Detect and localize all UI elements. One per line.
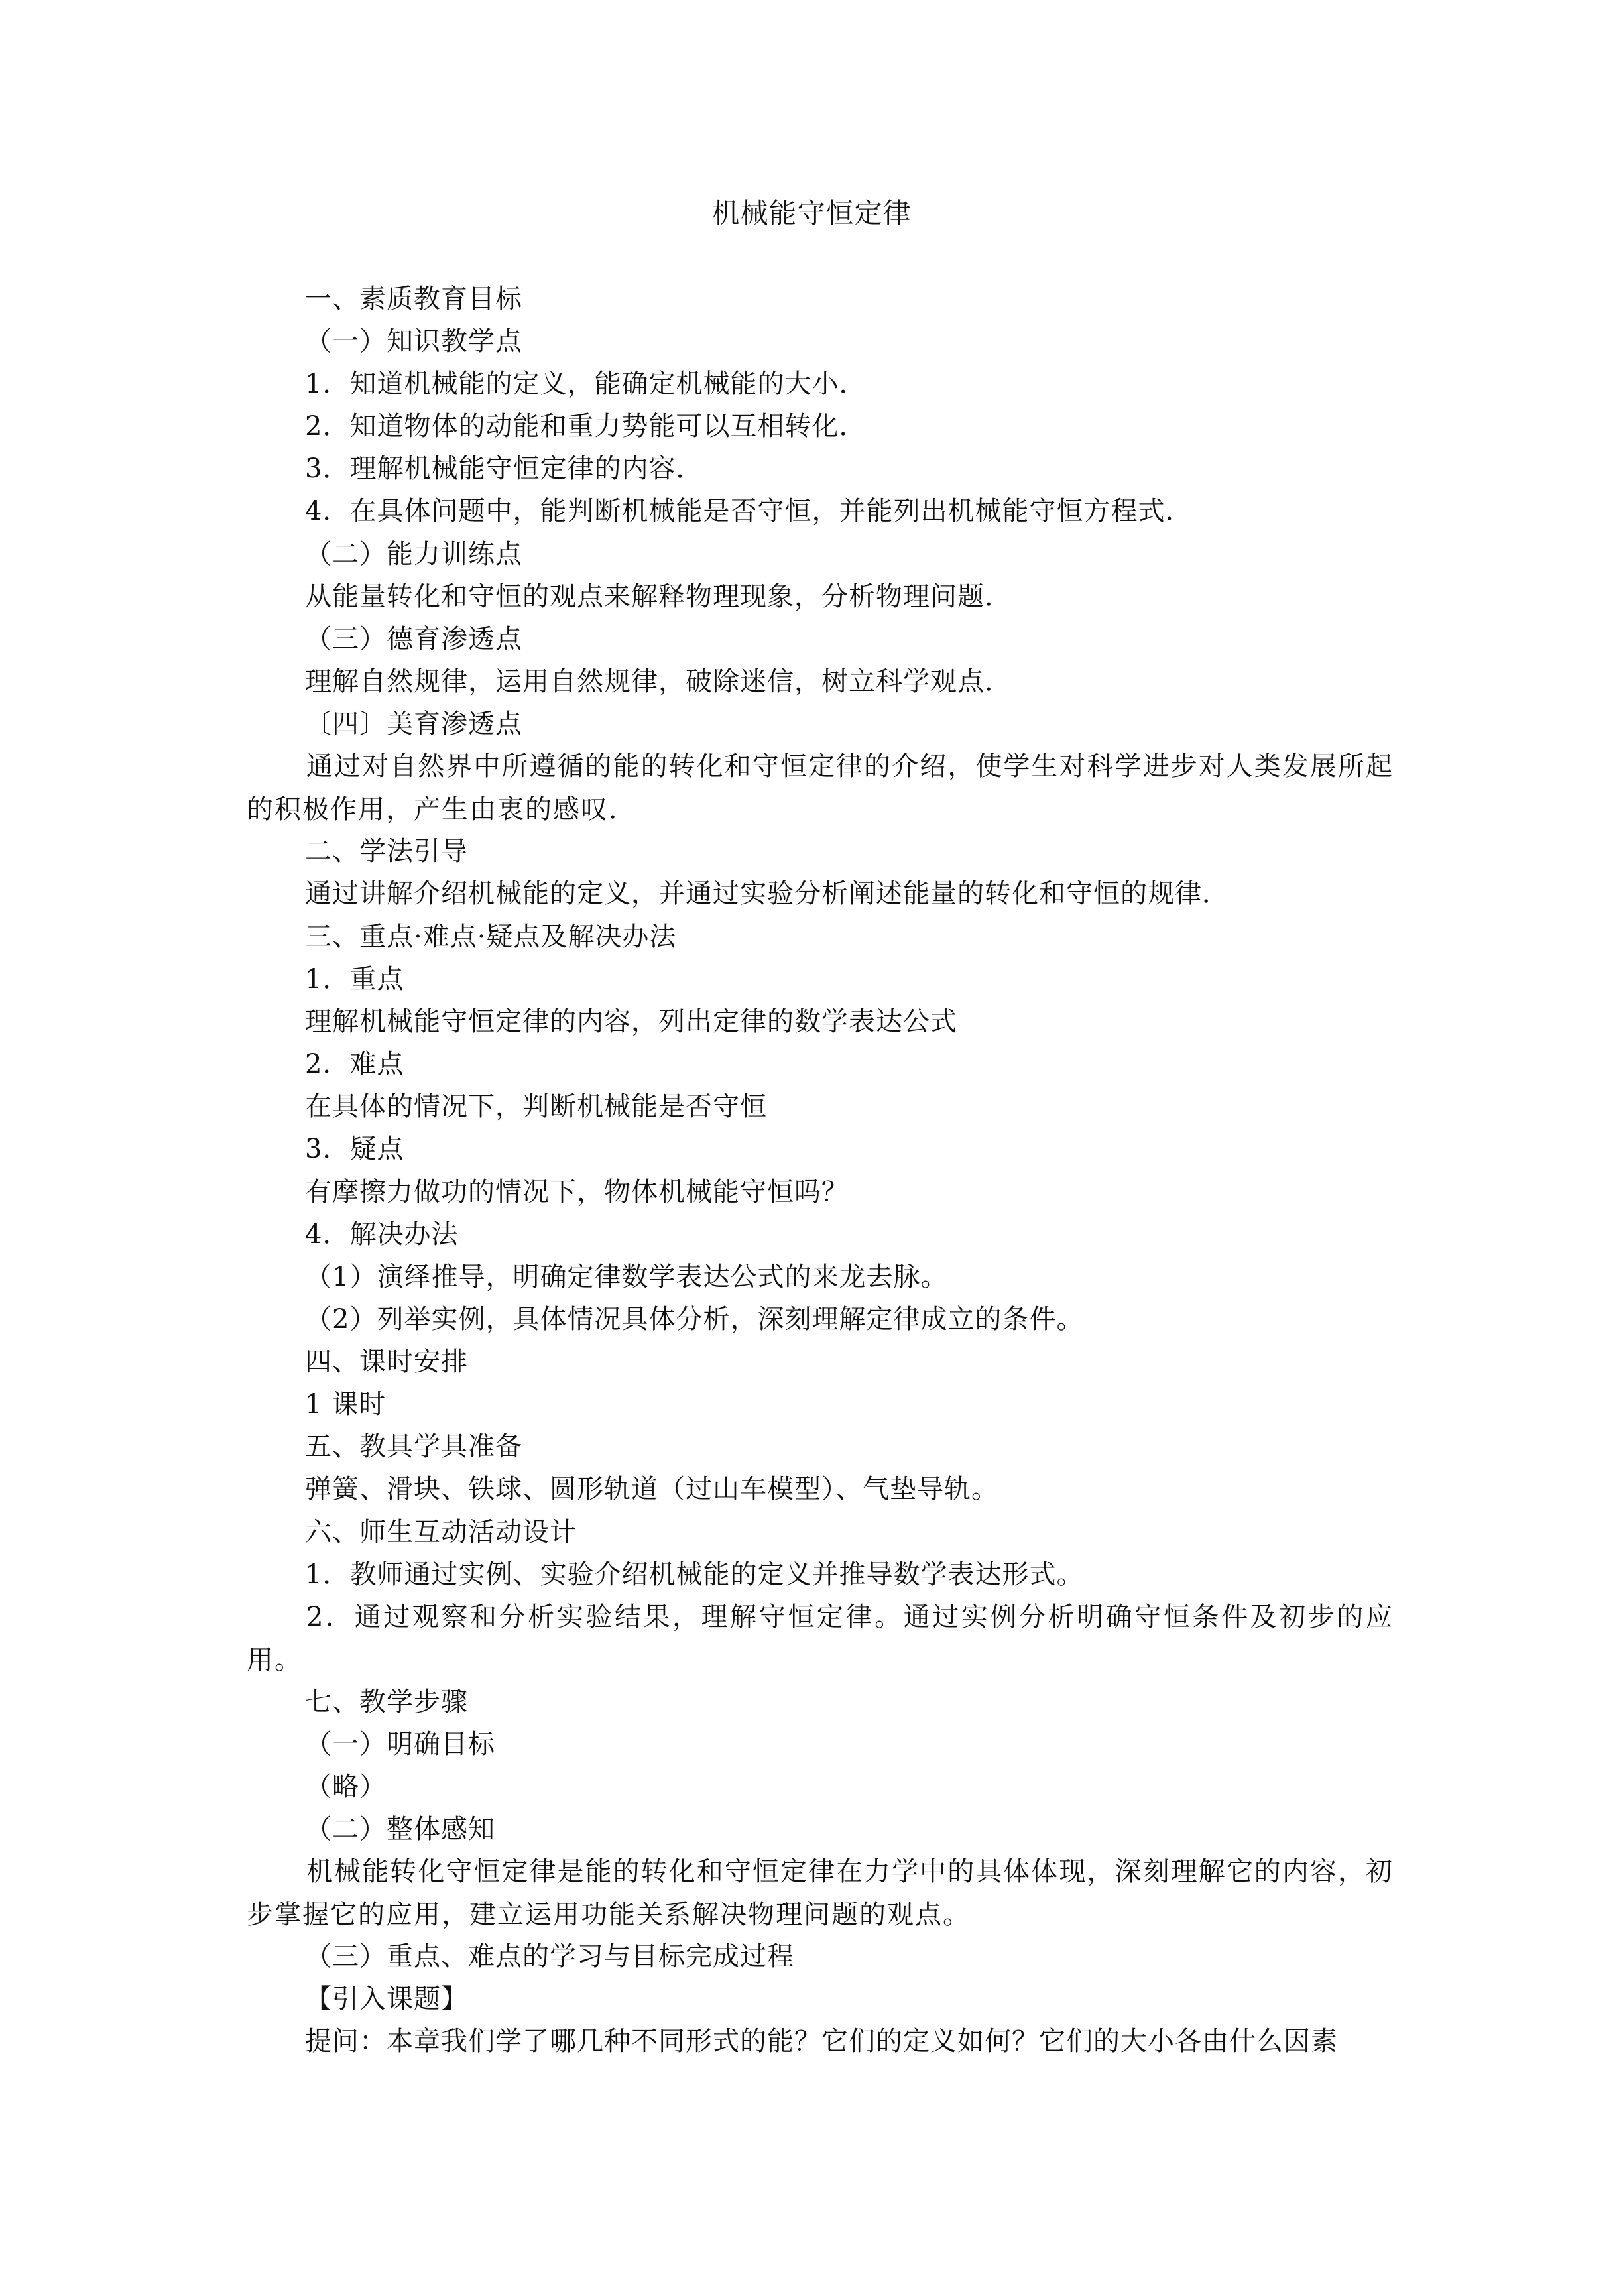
section-5-heading: 五、教具学具准备 xyxy=(305,1431,522,1462)
section-1-item-2: 2．知道物体的动能和重力势能可以互相转化． xyxy=(305,411,867,442)
section-3-point-3-text: 有摩擦力做功的情况下，物体机械能守恒吗？ xyxy=(305,1177,849,1207)
section-7-sub-3: （三）重点、难点的学习与目标完成过程 xyxy=(305,1941,794,1972)
section-4-text: 1 课时 xyxy=(305,1389,387,1420)
section-3-point-4-item-1: （1）演绎推导，明确定律数学表达公式的来龙去脉。 xyxy=(305,1262,948,1292)
section-2-text: 通过讲解介绍机械能的定义，并通过实验分析阐述能量的转化和守恒的规律． xyxy=(305,878,1229,909)
section-1-item-1: 1．知道机械能的定义，能确定机械能的大小． xyxy=(305,369,867,399)
section-7-sub-2-text: 机械能转化守恒定律是能的转化和守恒定律在力学中的具体体现，深刻理解它的内容，初步掌握它的应用，建立运用功能关系解决物理问题的观点。 xyxy=(247,1856,1394,1930)
section-1-sub-4-text: 通过对自然界中所遵循的能的转化和守恒定律的介绍，使学生对科学进步对人类发展所起的积极作用，产生由衷的感叹． xyxy=(247,751,1394,825)
section-1-sub-3-text: 理解自然规律，运用自然规律，破除迷信，树立科学观点． xyxy=(305,666,1012,697)
section-1-sub-4: 〔四〕美育渗透点 xyxy=(305,709,522,739)
section-7-heading: 七、教学步骤 xyxy=(305,1687,468,1717)
section-4-heading: 四、课时安排 xyxy=(305,1347,468,1377)
section-2-heading: 二、学法引导 xyxy=(305,836,468,867)
section-1-sub-2: （二）能力训练点 xyxy=(305,539,522,570)
section-3-point-4-item-2: （2）列举实例，具体情况具体分析，深刻理解定律成立的条件。 xyxy=(305,1304,1084,1335)
section-1-item-3: 3．理解机械能守恒定律的内容． xyxy=(305,453,703,484)
section-7-question: 提问：本章我们学了哪几种不同形式的能？它们的定义如何？它们的大小各由什么因素 xyxy=(305,2026,1338,2057)
section-7-sub-1: （一）明确目标 xyxy=(305,1729,495,1760)
section-6-item-1: 1．教师通过实例、实验介绍机械能的定义并推导数学表达形式。 xyxy=(305,1559,1084,1590)
section-1-heading: 一、素质教育目标 xyxy=(305,284,522,314)
section-6-item-2: 2．通过观察和分析实验结果，理解守恒定律。通过实例分析明确守恒条件及初步的应用。 xyxy=(247,1602,1394,1675)
section-3-point-1-label: 1．重点 xyxy=(305,964,404,995)
section-1-sub-1: （一）知识教学点 xyxy=(305,326,522,357)
section-3-point-4-label: 4．解决办法 xyxy=(305,1219,459,1250)
section-3-point-1-text: 理解机械能守恒定律的内容，列出定律的数学表达公式 xyxy=(305,1006,957,1037)
section-5-text: 弹簧、滑块、铁球、圆形轨道（过山车模型）、气垫导轨。 xyxy=(305,1474,998,1504)
section-3-point-3-label: 3．疑点 xyxy=(305,1134,404,1164)
section-3-point-2-label: 2．难点 xyxy=(305,1049,404,1079)
section-1-sub-3: （三）德育渗透点 xyxy=(305,624,522,654)
section-7-intro: 【引入课题】 xyxy=(305,1984,468,2014)
section-7-sub-1-text: （略） xyxy=(305,1772,387,1802)
section-1-item-4: 4．在具体问题中，能判断机械能是否守恒，并能列出机械能守恒方程式． xyxy=(305,496,1193,526)
section-7-sub-2: （二）整体感知 xyxy=(305,1814,495,1844)
section-3-point-2-text: 在具体的情况下，判断机械能是否守恒 xyxy=(305,1091,767,1122)
section-3-heading: 三、重点·难点·疑点及解决办法 xyxy=(305,922,677,952)
section-1-sub-2-text: 从能量转化和守恒的观点来解释物理现象，分析物理问题． xyxy=(305,581,1012,612)
document-title: 机械能守恒定律 xyxy=(711,197,912,229)
section-6-heading: 六、师生互动活动设计 xyxy=(305,1517,577,1547)
